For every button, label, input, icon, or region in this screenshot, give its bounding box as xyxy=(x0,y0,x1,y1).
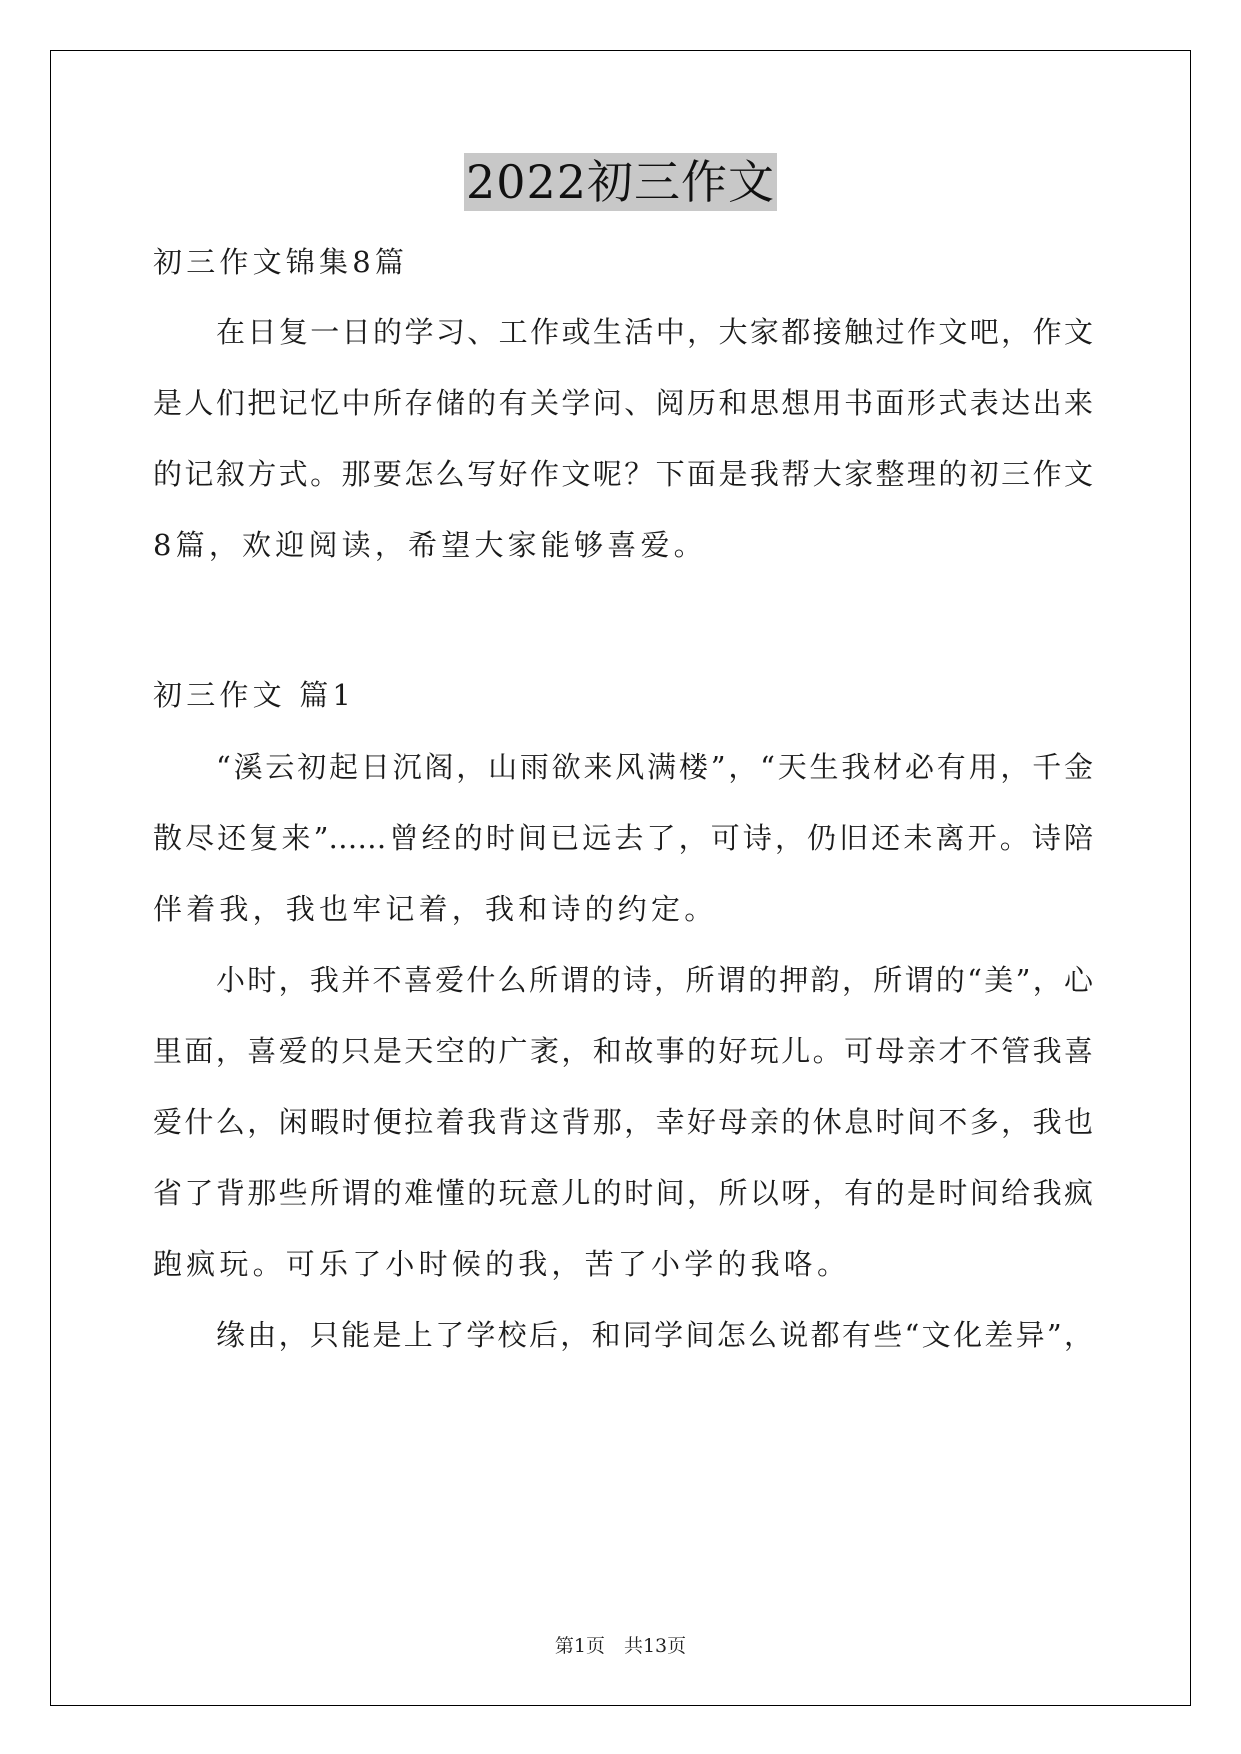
paragraph-line: 缘由，只能是上了学校后，和同学间怎么说都有些“文化差异”， xyxy=(216,1318,1093,1352)
intro-line: 8篇，欢迎阅读，希望大家能够喜爱。 xyxy=(153,528,707,562)
document-title: 2022初三作文 xyxy=(465,155,776,209)
page-number-footer: 第1页 共13页 xyxy=(554,1635,687,1657)
document-subtitle: 初三作文锦集8篇 xyxy=(153,245,409,279)
paragraph-line: 爱什么，闲暇时便拉着我背这背那，幸好母亲的休息时间不多，我也 xyxy=(153,1105,1093,1139)
paragraph-line: 小时，我并不喜爱什么所谓的诗，所谓的押韵，所谓的“美”，心 xyxy=(216,963,1093,997)
paragraph-line: 散尽还复来”……曾经的时间已远去了，可诗，仍旧还未离开。诗陪 xyxy=(153,821,1093,855)
intro-line: 在日复一日的学习、工作或生活中，大家都接触过作文吧，作文 xyxy=(216,315,1093,349)
paragraph-line: 伴着我，我也牢记着，我和诗的约定。 xyxy=(153,892,718,926)
paragraph-line: 跑疯玩。可乐了小时候的我，苦了小学的我咯。 xyxy=(153,1247,851,1281)
paragraph-line: 省了背那些所谓的难懂的玩意儿的时间，所以呀，有的是时间给我疯 xyxy=(153,1176,1093,1210)
intro-line: 的记叙方式。那要怎么写好作文呢？下面是我帮大家整理的初三作文 xyxy=(153,457,1093,491)
section-heading: 初三作文 篇1 xyxy=(153,678,356,712)
page-border xyxy=(50,50,1191,1706)
paragraph-line: “溪云初起日沉阁，山雨欲来风满楼”，“天生我材必有用，千金 xyxy=(216,750,1093,784)
intro-line: 是人们把记忆中所存储的有关学问、阅历和思想用书面形式表达出来 xyxy=(153,386,1093,420)
title-container xyxy=(0,153,1241,211)
paragraph-line: 里面，喜爱的只是天空的广袤，和故事的好玩儿。可母亲才不管我喜 xyxy=(153,1034,1093,1068)
